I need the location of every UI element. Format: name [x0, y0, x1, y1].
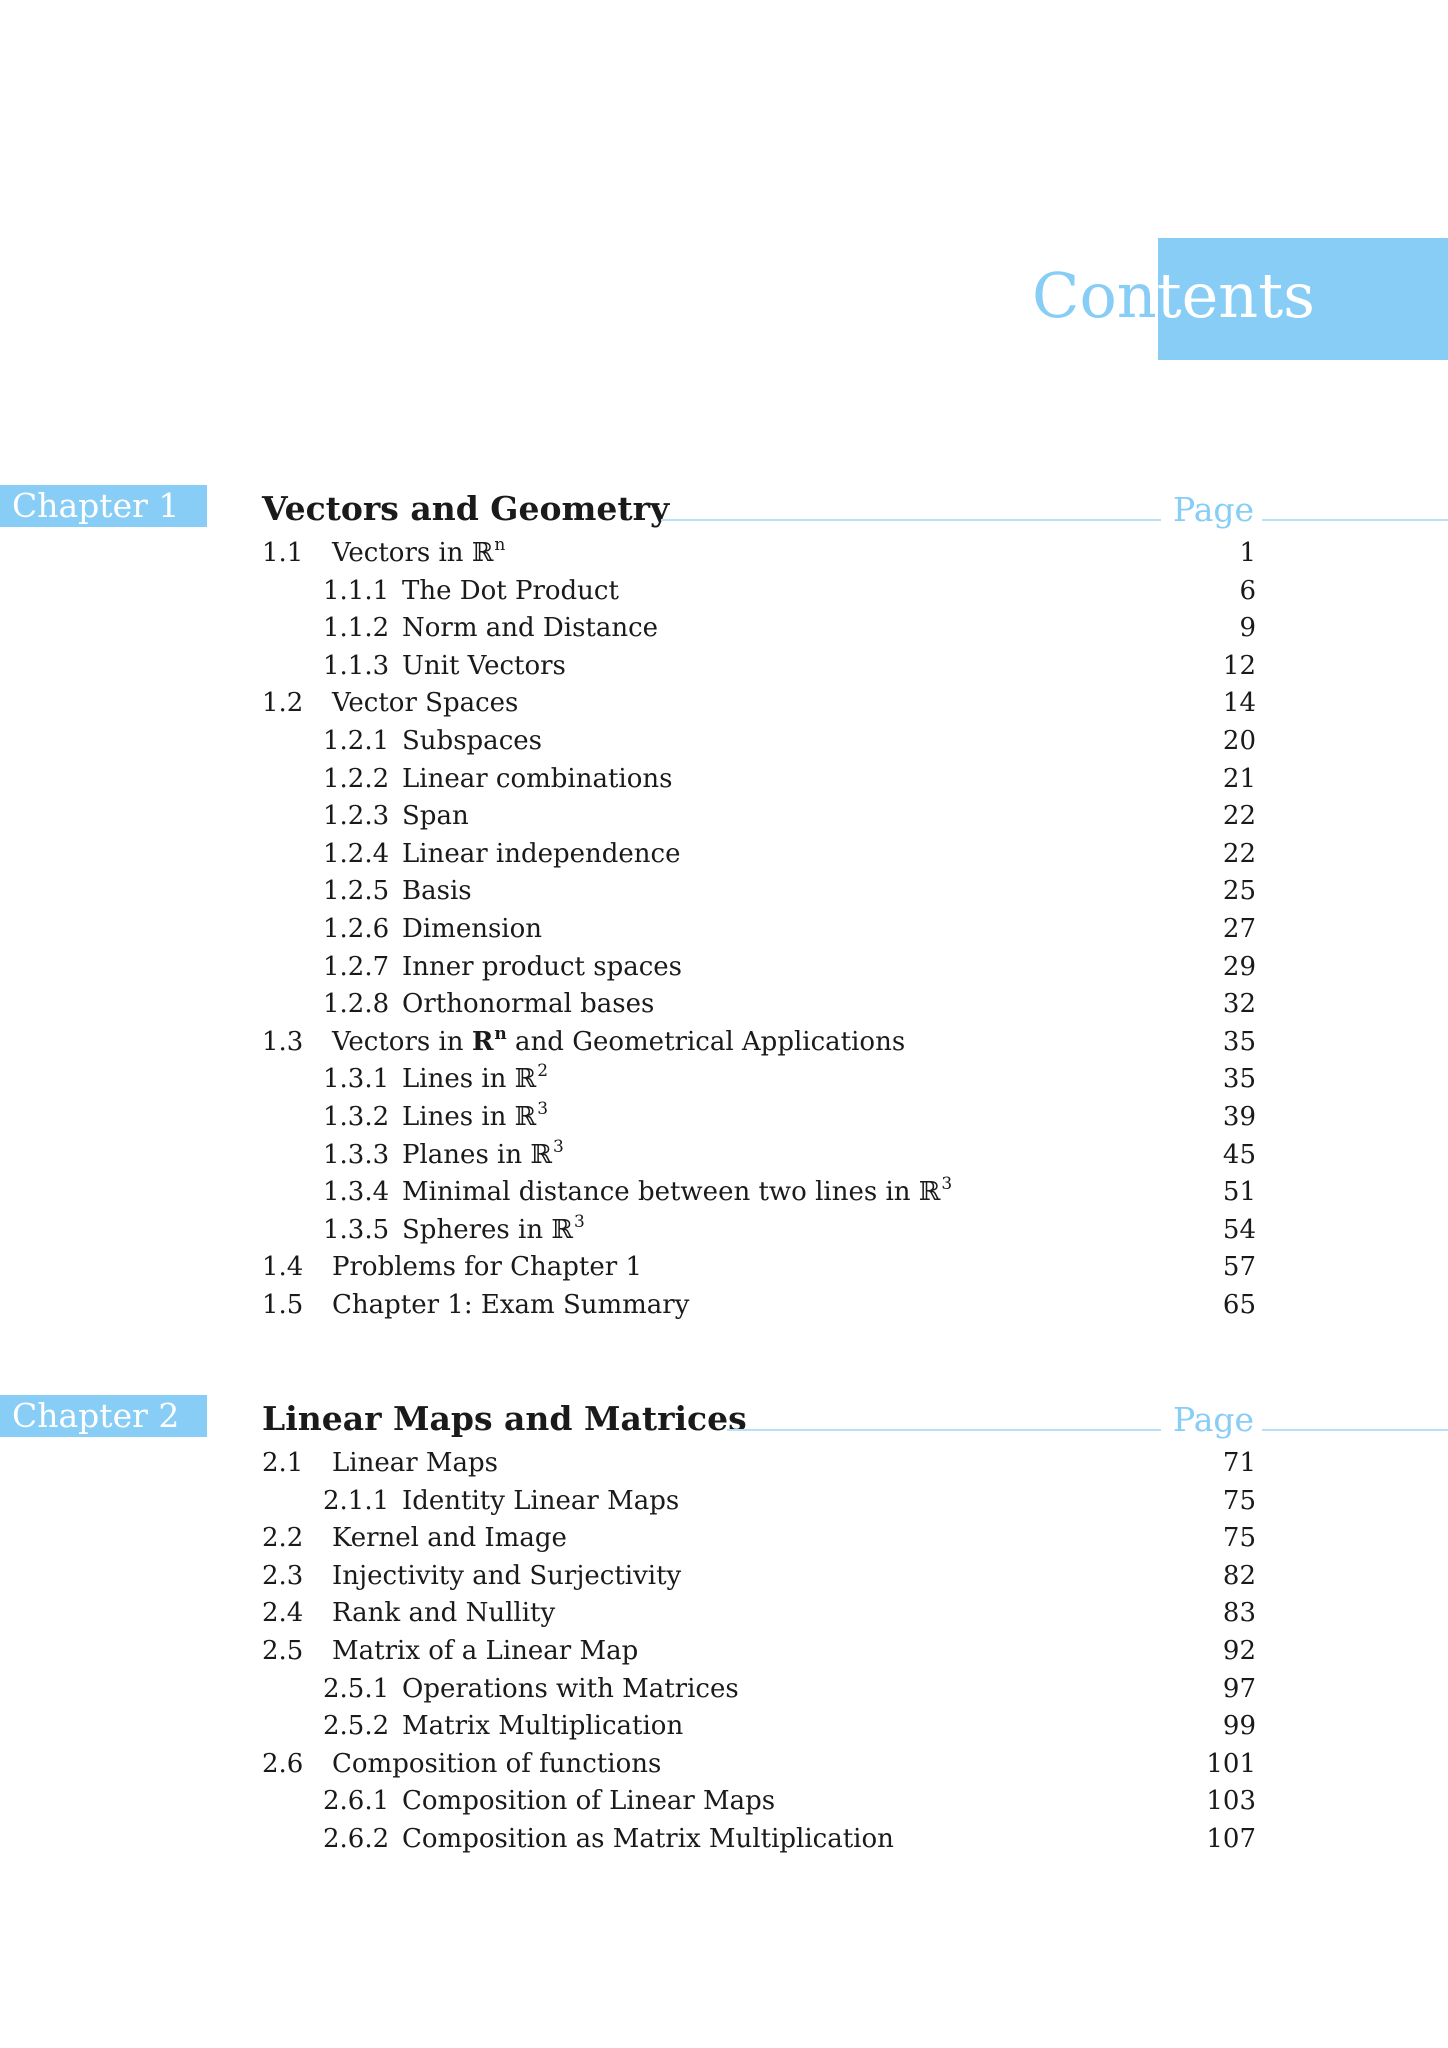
math-symbol: ℝ	[551, 1214, 573, 1245]
toc-entry-number: 1.3.4	[323, 1177, 390, 1208]
toc-entry-title: Composition of Linear Maps	[402, 1786, 776, 1817]
chapter-1-rule-right	[1262, 519, 1448, 521]
toc-entry-page: 14	[1222, 688, 1256, 719]
toc-entry[interactable]	[262, 761, 1256, 798]
toc-entry-title: Dimension	[402, 914, 543, 944]
toc-entry[interactable]	[262, 1099, 1256, 1136]
toc-entry[interactable]	[262, 911, 1256, 948]
toc-entry-number: 1.2	[262, 688, 304, 719]
toc-entry-title: Matrix Multiplication	[402, 1711, 684, 1742]
page-title	[1032, 256, 1332, 336]
toc-entry-title-text: Minimal distance between two lines in	[402, 1177, 919, 1208]
toc-entry[interactable]	[262, 1212, 1256, 1249]
toc-entry-title: Matrix of a Linear Map	[332, 1636, 639, 1666]
toc-entry-title	[332, 1024, 905, 1064]
toc-entry-number: 2.5.2	[323, 1711, 390, 1742]
toc-entry[interactable]	[262, 648, 1256, 685]
toc-entry-page: 29	[1222, 951, 1256, 982]
toc-entry[interactable]	[262, 1137, 1256, 1174]
toc-entry-title: Linear combinations	[402, 763, 673, 794]
toc-entry-title: Linear Maps	[332, 1448, 499, 1478]
math-symbol: ℝ	[471, 538, 494, 568]
toc-entry-page: 9	[1239, 613, 1256, 644]
toc-entry-title: Problems for Chapter 1	[332, 1252, 643, 1283]
toc-entry-title: Inner product spaces	[402, 951, 683, 982]
toc-entry[interactable]	[262, 836, 1256, 873]
toc-entry-title: Linear independence	[402, 838, 681, 869]
toc-entry-page: 35	[1222, 1064, 1256, 1095]
toc-entry-title-text: and Geometrical Applications	[506, 1026, 906, 1057]
toc-entry-page: 57	[1222, 1252, 1256, 1283]
toc-entry-page: 65	[1222, 1290, 1256, 1320]
toc-entry-number: 2.5	[262, 1636, 304, 1666]
toc-entry-number: 2.5.1	[323, 1673, 390, 1704]
toc-entry[interactable]	[262, 1520, 1256, 1557]
toc-entry[interactable]	[262, 1708, 1256, 1745]
toc-entry[interactable]	[262, 573, 1256, 610]
toc-entry-number: 1.1	[262, 538, 304, 568]
toc-entry-page: 32	[1222, 989, 1256, 1020]
toc-entry-page: 22	[1222, 801, 1256, 832]
toc-entry-title: Chapter 1: Exam Summary	[332, 1290, 690, 1320]
toc-entry[interactable]	[262, 986, 1256, 1023]
chapter-2-rule-right	[1262, 1429, 1448, 1431]
toc-entry-title-text: Spheres in	[402, 1214, 552, 1245]
toc-entry-page: 22	[1222, 838, 1256, 869]
toc-entry-page: 103	[1206, 1786, 1256, 1817]
chapter-2-rule-left	[727, 1429, 1161, 1431]
toc-entry-page: 82	[1222, 1560, 1256, 1591]
toc-entry[interactable]	[262, 1249, 1256, 1286]
toc-entry-number: 2.6.2	[323, 1824, 390, 1854]
toc-entry-page: 27	[1222, 914, 1256, 944]
toc-entry-number: 1.4	[262, 1252, 304, 1283]
chapter-1-page-label: Page	[1173, 490, 1255, 529]
toc-entry-page: 1	[1239, 538, 1256, 568]
math-superscript: 3	[573, 1211, 585, 1232]
toc-entry-title: Span	[402, 801, 469, 832]
math-superscript: 3	[552, 1136, 564, 1157]
toc-entry[interactable]	[262, 1445, 1256, 1482]
toc-entry[interactable]	[262, 1783, 1256, 1820]
math-symbol: R	[471, 1026, 494, 1057]
toc-entry-title	[402, 1137, 564, 1177]
toc-entry-title: Kernel and Image	[332, 1523, 567, 1554]
toc-entry-page: 101	[1206, 1748, 1256, 1779]
toc-entry-page: 75	[1222, 1485, 1256, 1516]
toc-entry-number: 1.3	[262, 1026, 304, 1057]
toc-entry[interactable]	[262, 798, 1256, 835]
toc-entry-title: Vector Spaces	[332, 688, 519, 719]
toc-entry-number: 2.6	[262, 1748, 304, 1779]
toc-entry-page: 75	[1222, 1523, 1256, 1554]
page-title-part1: Con	[1032, 259, 1157, 332]
toc-entry-title: Composition of functions	[332, 1748, 662, 1779]
toc-entry[interactable]	[262, 610, 1256, 647]
toc-entry-page: 20	[1222, 726, 1256, 756]
toc-entry-number: 1.2.2	[323, 763, 390, 794]
toc-entry-number: 1.3.3	[323, 1139, 390, 1170]
toc-entry-number: 1.2.5	[323, 876, 390, 907]
toc-entry[interactable]	[262, 1483, 1256, 1520]
chapter-2-tab: Chapter 2	[0, 1395, 207, 1437]
math-superscript: 3	[537, 1099, 549, 1119]
chapter-2-page-label: Page	[1173, 1400, 1255, 1439]
toc-entry-page: 97	[1222, 1673, 1256, 1704]
toc-entry-page: 99	[1222, 1711, 1256, 1742]
toc-entry[interactable]	[262, 1821, 1256, 1858]
toc-entry[interactable]	[262, 1633, 1256, 1670]
page-title-part2: tents	[1156, 259, 1315, 332]
toc-entry-page: 45	[1222, 1139, 1256, 1170]
toc-entry-number: 1.1.3	[323, 650, 390, 681]
toc-entry-title-text: Lines in	[402, 1102, 515, 1132]
toc-entry[interactable]	[262, 1558, 1256, 1595]
math-symbol: ℝ	[918, 1177, 941, 1208]
toc-entry-number: 1.1.2	[323, 613, 390, 644]
toc-entry-title: Norm and Distance	[402, 613, 659, 644]
toc-entry-page: 107	[1206, 1824, 1256, 1854]
toc-entry-page: 6	[1239, 575, 1256, 606]
chapter-1-rule-left	[661, 519, 1161, 521]
math-superscript: n	[494, 535, 506, 555]
toc-entry[interactable]	[262, 1024, 1256, 1061]
toc-entry-page: 25	[1222, 876, 1256, 907]
toc-entry-number: 2.3	[262, 1560, 304, 1591]
toc-entry-page: 35	[1222, 1026, 1256, 1057]
toc-entry-page: 39	[1222, 1102, 1256, 1132]
toc-entry-title: Identity Linear Maps	[402, 1485, 680, 1516]
toc-entry-title-text: Lines in	[402, 1064, 515, 1095]
toc-entry-title: Rank and Nullity	[332, 1598, 556, 1629]
toc-entry-page: 83	[1222, 1598, 1256, 1629]
toc-entry-title: Injectivity and Surjectivity	[332, 1560, 682, 1591]
toc-entry-number: 2.2	[262, 1523, 304, 1554]
toc-entry-title: Unit Vectors	[402, 650, 566, 681]
toc-entry-number: 2.1	[262, 1448, 304, 1478]
toc-entry-title: Subspaces	[402, 726, 542, 756]
chapter-1-tab: Chapter 1	[0, 485, 207, 527]
toc-entry-title-text: Vectors in	[332, 1026, 472, 1057]
toc-entry-page: 71	[1222, 1448, 1256, 1478]
toc-entry-page: 51	[1222, 1177, 1256, 1208]
toc-entry[interactable]	[262, 873, 1256, 910]
toc-entry[interactable]	[262, 949, 1256, 986]
toc-entry-page: 54	[1222, 1214, 1256, 1245]
toc-entry-title-text: Vectors in	[332, 538, 472, 568]
toc-entry-number: 2.4	[262, 1598, 304, 1629]
toc-entry-number: 1.2.1	[323, 726, 390, 756]
toc-entry-title	[402, 1099, 548, 1139]
math-symbol: ℝ	[514, 1064, 537, 1095]
toc-entry-page: 12	[1222, 650, 1256, 681]
toc-entry-number: 1.3.5	[323, 1214, 390, 1245]
toc-entry-number: 1.5	[262, 1290, 304, 1320]
toc-entry-number: 1.3.1	[323, 1064, 390, 1095]
toc-entry-title-text: Planes in	[402, 1139, 531, 1170]
toc-entry-number: 1.2.6	[323, 914, 390, 944]
toc-entry-title: Operations with Matrices	[402, 1673, 739, 1704]
toc-entry-title	[332, 535, 505, 575]
toc-entry-title: Composition as Matrix Multiplication	[402, 1824, 894, 1854]
toc-entry[interactable]	[262, 685, 1256, 722]
toc-entry-page: 92	[1222, 1636, 1256, 1666]
toc-entry-title: Basis	[402, 876, 472, 907]
toc-entry-number: 1.2.4	[323, 838, 390, 869]
toc-entry[interactable]	[262, 1061, 1256, 1098]
toc-entry-title	[402, 1061, 548, 1101]
toc-entry[interactable]	[262, 1671, 1256, 1708]
toc-entry-title: The Dot Product	[402, 575, 619, 606]
toc-entry-number: 2.6.1	[323, 1786, 390, 1817]
toc-entry[interactable]	[262, 1595, 1256, 1632]
chapter-1-title[interactable]: Vectors and Geometry	[262, 489, 670, 528]
toc-entry-number: 1.2.3	[323, 801, 390, 832]
toc-entry[interactable]	[262, 1174, 1256, 1211]
toc-entry-title	[402, 1174, 952, 1214]
toc-entry-page: 21	[1222, 763, 1256, 794]
toc-entry[interactable]	[262, 1287, 1256, 1324]
toc-entry-title	[402, 1212, 585, 1252]
toc-entry[interactable]	[262, 723, 1256, 760]
toc-entry-number: 1.1.1	[323, 575, 390, 606]
toc-entry-number: 1.3.2	[323, 1102, 390, 1132]
toc-entry-number: 1.2.7	[323, 951, 390, 982]
math-symbol: ℝ	[530, 1139, 552, 1170]
toc-entry-number: 2.1.1	[323, 1485, 390, 1516]
toc-entry[interactable]	[262, 535, 1256, 572]
chapter-2-title[interactable]: Linear Maps and Matrices	[262, 1399, 747, 1438]
toc-entry-number: 1.2.8	[323, 989, 390, 1020]
toc-entry-title: Orthonormal bases	[402, 989, 655, 1020]
math-superscript: n	[494, 1023, 507, 1044]
math-symbol: ℝ	[514, 1102, 537, 1132]
math-superscript: 3	[941, 1174, 953, 1195]
toc-entry[interactable]	[262, 1746, 1256, 1783]
math-superscript: 2	[537, 1061, 549, 1082]
